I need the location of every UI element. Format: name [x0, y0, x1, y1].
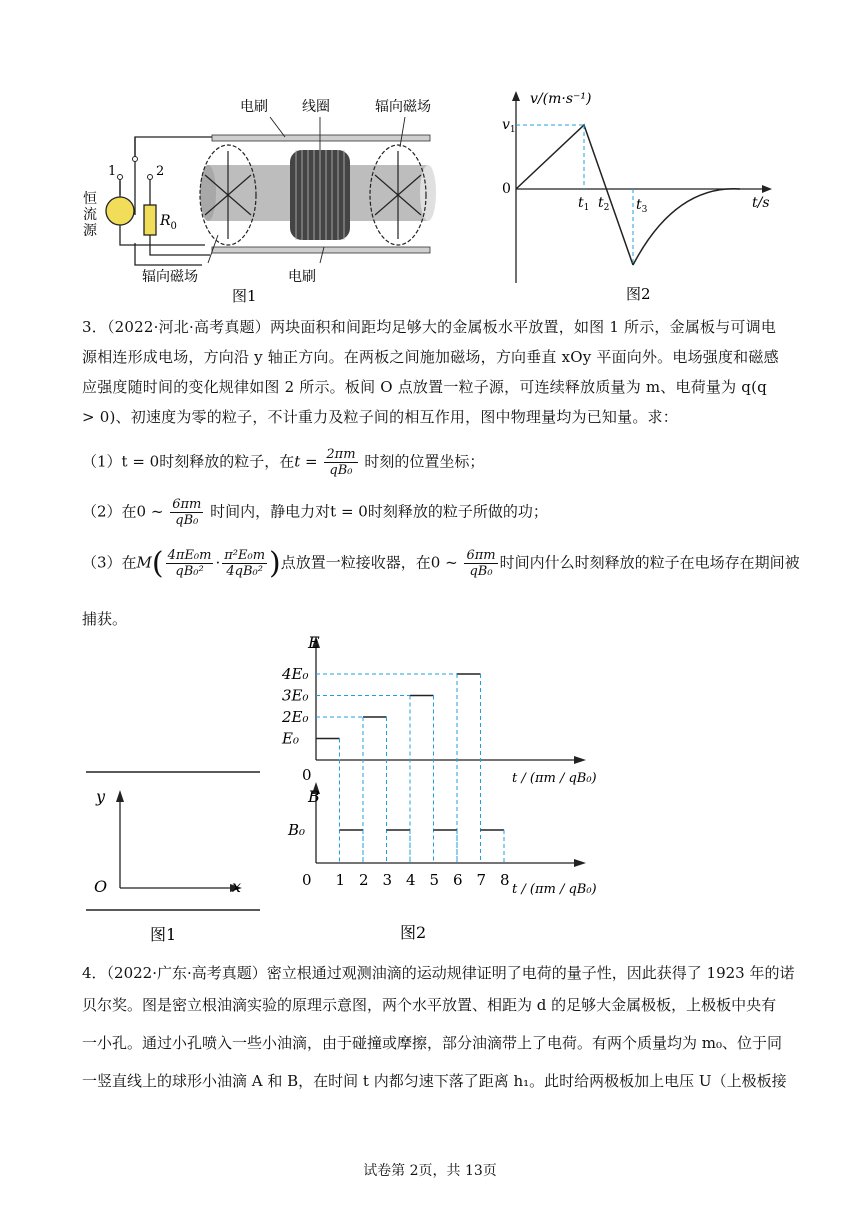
x-tick-label: 0 — [302, 871, 312, 889]
question-3-part-3: （3）在M( $\frac{\text{4πE₀m}}{\text{qB₀²}}$ · $\frac{\text{π²E₀m}}{\text{4qB₀²}}$ )点放置一粒接收器，在0 ~ $\frac{6\pi m}{\text{qB₀}}$ 时间内什么时刻释放的粒子在电场存在期间被 — [82, 546, 800, 581]
v-axis-label: v/(m·s⁻¹) — [530, 91, 592, 107]
e-tick-label: 4E₀ — [282, 665, 309, 683]
x-tick-label: 4 — [406, 871, 416, 889]
question-3-part-3-end: 捕获。 — [82, 610, 128, 628]
e-tick-label: 3E₀ — [282, 686, 309, 705]
question-3-part-2: （2）在0 ~ $\frac{6\pi m}{\text{qB₀}}$ 时间内，静电力对t = 0时刻释放的粒子所做的功； — [82, 497, 548, 528]
radial-top-label: 辐向磁场 — [375, 99, 431, 115]
e-tick-label: E₀ — [282, 729, 299, 748]
b-tick-label: B₀ — [288, 821, 306, 839]
source-label-2: 流 — [83, 207, 97, 223]
eb-chart — [280, 630, 600, 950]
e-t-axis-arrow — [574, 756, 586, 764]
question-4-line-3: 一小孔。通过小孔喷入一些小油滴，由于碰撞或摩擦，部分油滴带上了电荷。有两个质量均为 m₀、位于同 — [82, 1034, 783, 1052]
t3-label: $t_3$ — [636, 197, 648, 215]
brush-bottom-label: 电刷 — [288, 269, 316, 285]
top-figure-2 — [500, 85, 790, 305]
radial-bottom-label: 辐向磁场 — [142, 269, 198, 285]
b-axis-label: B — [308, 787, 320, 806]
t2-label: $t_2$ — [598, 195, 610, 213]
switch-1-label: 1 — [108, 164, 117, 179]
resistor-label: $R_0$ — [160, 213, 177, 232]
constant-current-source-icon — [106, 197, 134, 225]
plates-figure — [80, 760, 270, 950]
t-axis-label: t/s — [752, 195, 770, 211]
x-tick-label: 3 — [382, 871, 393, 889]
b-t-axis-arrow — [574, 859, 586, 867]
coil-icon — [290, 150, 350, 240]
x-tick-label: 1 — [335, 871, 346, 889]
origin-label: 0 — [502, 181, 511, 197]
e-axis-label: E — [308, 633, 320, 652]
origin-o-label: O — [94, 877, 108, 896]
fig2-top-caption: 图2 — [626, 285, 651, 303]
y-axis-label: y — [96, 787, 106, 806]
x-tick-label: 5 — [429, 871, 440, 889]
fig1-top-caption: 图1 — [232, 287, 257, 305]
e-origin-label: 0 — [302, 766, 312, 784]
question-4-line-2: 贝尔奖。图是密立根油滴实验的原理示意图，两个水平放置、相距为 d 的足够大金属极板，上极板中央有 — [82, 996, 777, 1014]
question-4-line-1: 4．（2022·广东·高考真题）密立根通过观测油滴的运动规律证明了电荷的量子性，因此获得了 1923 年的诺 — [82, 964, 795, 982]
source-label-3: 源 — [83, 223, 97, 239]
plates-caption: 图1 — [150, 925, 177, 944]
resistor-icon — [144, 205, 156, 235]
question-4-line-4: 一竖直线上的球形小油滴 A 和 B，在时间 t 内都匀速下落了距离 h₁。此时给两极板加上电压 U（上极板接 — [82, 1072, 787, 1090]
switch-2-label: 2 — [156, 164, 165, 179]
x-tick-label: 6 — [453, 871, 463, 889]
source-label-1: 恒 — [83, 191, 97, 207]
x-tick-label: 2 — [359, 871, 369, 889]
x-tick-label: 7 — [476, 871, 487, 889]
x-axis-label: x — [232, 877, 242, 896]
e-tick-label: 2E₀ — [282, 708, 309, 726]
question-3-stem: 3．（2022·河北·高考真题）两块面积和间距均足够大的金属板水平放置，如图 1 所示，金属板与可调电源相连形成电场，方向沿 y 轴正方向。在两板之间施加磁场，方向垂直 xOy 平面向外。电场强度和磁感应强度随时间的变化规律如图 2 所示。板间 O 点放置一粒子源，可连续释放质量为 m、电荷量为 q(q > 0)、初速度为零的粒子，不计重力及粒子间的相互作用，图中物理量均为已知量。求： — [82, 318, 779, 426]
e-xlabel: t / (πm / qB₀) — [512, 771, 597, 786]
b-xlabel: t / (πm / qB₀) — [512, 882, 597, 897]
velocity-curve — [516, 125, 633, 265]
top-figure-1 — [80, 95, 450, 305]
x-tick-label: 8 — [500, 871, 510, 889]
question-3-part-1: （1）t = 0时刻释放的粒子，在t = $\frac{2\pi m}{\text{qB₀}}$ 时刻的位置坐标； — [82, 447, 485, 478]
page-footer: 试卷第 2页，共 13页 — [363, 1163, 497, 1179]
brush-top-label: 电刷 — [240, 99, 268, 115]
coil-label: 线圈 — [302, 99, 330, 115]
eb-chart-caption: 图2 — [400, 923, 427, 942]
v1-label: $v_1$ — [502, 117, 516, 135]
t1-label: $t_1$ — [578, 195, 590, 213]
